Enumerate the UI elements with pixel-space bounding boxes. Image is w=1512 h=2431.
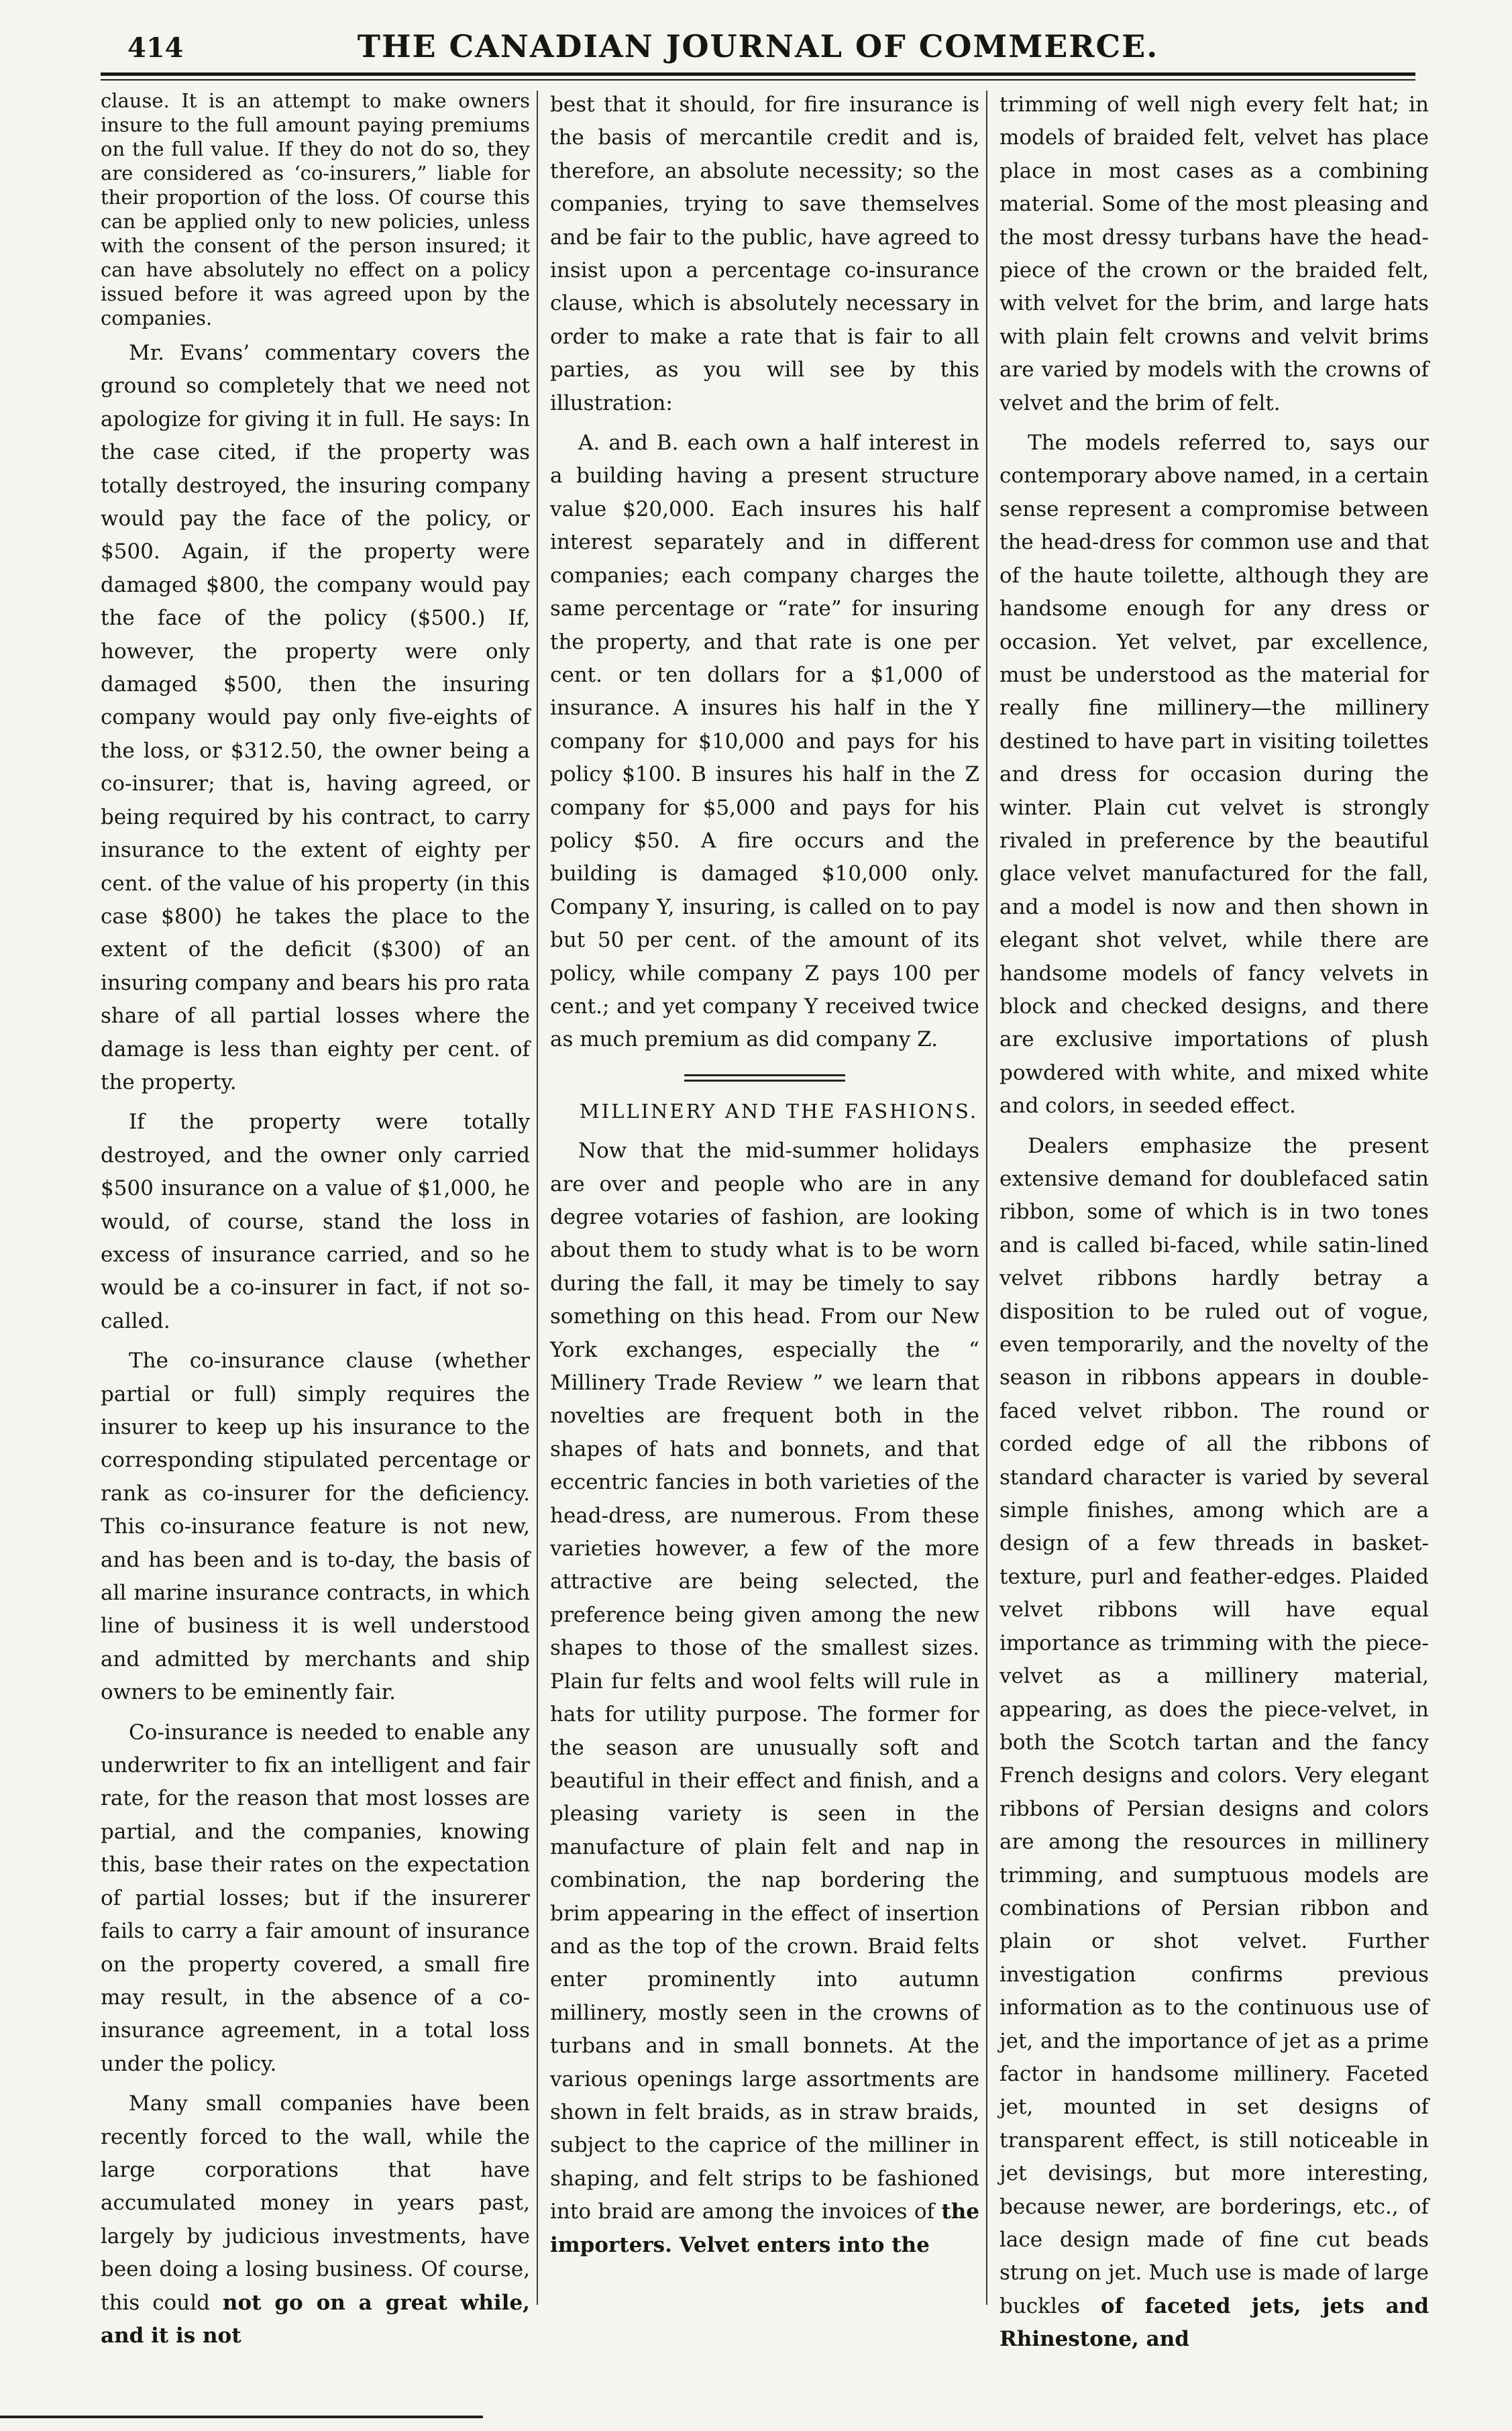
page-header [101,28,1415,75]
section-divider [684,1074,845,1082]
paragraph [550,1135,979,2262]
paragraph-text: Dealers emphasize the present extensive demand for doublefaced satin ribbon, some of which is in two tones and is called bi-faced, while satin-lined velvet ribbons hardly betray a disposition to be ruled out of vogue, even temporarily, and the novelty of the season in ribbons appears in double-faced velvet ribbon. The round or corded edge of all the ribbons of standard character is varied by several simple finishes, among which are a design of a few threads in basket-texture, purl and feather-edges. Plaided velvet ribbons will have equal importance as trimming with the piece-velvet as a millinery material, appearing, as does the piece-velvet, in both the Scotch tartan and the fancy French designs and colors. Very elegant ribbons of Persian designs and colors are among the resources in millinery trimming, and sumptuous models are combinations of Persian ribbon and plain or shot velvet. Further investigation confirms previous information as to the continuous use of jet, and the importance of jet as a prime factor in handsome millinery. Faceted jet, mounted in set designs of transparent effect, is still noticeable in jet devisings, but more interesting, because newer, are borderings, etc., of lace design made of fine cut beads strung on jet. Much use is made of large buckles [1000,1133,1429,2318]
paragraph-bold-text: not go on a great while, and it is not [101,2290,530,2348]
column-3 [1000,89,1429,2352]
header-rule-thin [101,79,1415,81]
paragraph: Co-insurance is needed to enable any underwriter to fix an intelligent and fair rate, for the reason that most losses are partial, and the companies, knowing this, base their rates on the expectation of partial losses; but if the insurerer fails to carry a fair amount of insurance on the property covered, a small fire may result, in the absence of a co-insurance agreement, in a total loss under the policy. [101,1720,530,2076]
column-divider [537,91,538,2305]
column-1 [101,89,531,2348]
header-rule [101,72,1415,76]
bottom-rule [0,2416,483,2418]
paragraph: The models referred to, says our contemporary above named, in a certain sense represent a compromise between the head-dress for common use and that of the haute toilette, although they are handsome enough for any dress or occasion. Yet velvet, par excellence, must be understood as the material for really fine millinery—the millinery destined to have part in visiting toilettes and dress for occasion during the winter. Plain cut velvet is strongly rivaled in preference by the beautiful glace velvet manufactured for the fall, and a model is now and then shown in elegant shot velvet, while there are handsome models of fancy velvets in block and checked designs, and there are exclusive importations of plush powdered with white, and mixed white and colors, in seeded effect. [1000,431,1429,1119]
paragraph: The co-insurance clause (whether partial or full) simply requires the insurer to keep up his insurance to the corresponding stipulated percentage or rank as co-insurer for the deficiency. This co-insurance feature is not new, and has been and is to-day, the basis of all marine insurance contracts, in which line of business it is well understood and admitted by merchants and ship owners to be eminently fair. [101,1349,530,1705]
paragraph-bold-text: of faceted jets, jets and Rhinestone, and [1000,2293,1429,2352]
section-title: MILLINERY AND THE FASHIONS. [579,1099,979,1123]
paragraph: trimming of well nigh every felt hat; in models of braided felt, velvet has place place in most cases as a combining material. Some of the most pleasing and the most dressy turbans have the head-piece of the crown or the braided felt, with velvet for the brim, and large hats with plain felt crowns and velvit brims are varied by models with the crowns of velvet and the brim of felt. [1000,93,1429,415]
page-number: 414 [127,32,184,64]
paragraph [1000,1130,1429,2357]
paragraph-text: Now that the mid-summer holidays are over and people who are in any degree votaries of fashion, are looking about them to study what is to be worn during the fall, it may be timely to say something on this head. From our New York exchanges, especially the “ Millinery Trade Review ” we learn that novelties are frequent both in the shapes of hats and bonnets, and that eccentric fancies in both varieties of the head-dress, are numerous. From these varieties however, a few of the more attractive are being selected, the preference being given among the new shapes to those of the smallest sizes. Plain fur felts and wool felts will rule in hats for utility purpose. The former for the season are unusually soft and beautiful in their effect and finish, and a pleasing variety is seen in the manufacture of plain felt and nap in combination, the nap bordering the brim appearing in the effect of insertion and as the top of the crown. Braid felts enter prominently into autumn millinery, mostly seen in the crowns of turbans and in small bonnets. At the various openings large assortments are shown in felt braids, as in straw braids, subject to the caprice of the milliner in shaping, and felt strips to be fashioned into braid are among the invoices of [550,1139,979,2224]
column-2 [550,89,979,2303]
column-divider [986,91,987,2305]
paragraph: A. and B. each own a half interest in a building having a present structure value $20,000. Each insures his half interest separately and in different companies; each company charges the same percentage or “rate” for insuring the property, and that rate is one per cent. or ten dollars for a $1,000 of insurance. A insures his half in the Y company for $10,000 and pays for his policy $100. B insures his half in the Z company for $5,000 and pays for his policy $50. A fire occurs and the building is damaged $10,000 only. Company Y, insuring, is called on to pay but 50 per cent. of the amount of its policy, while company Z pays 100 per cent.; and yet company Y received twice as much premium as did company Z. [550,431,979,1052]
paragraph-bold-text: the importers. Velvet enters into the [550,2200,979,2257]
paragraph: Mr. Evans’ commentary covers the ground so completely that we need not apologize for giving it in full. He says: In the case cited, if the property was totally destroyed, the insuring company would pay the face of the policy, or $500. Again, if the property were damaged $800, the company would pay the face of the policy ($500.) If, however, the property were only damaged $500, then the insuring company would pay only five-eights of the loss, or $312.50, the owner being a co-insurer; that is, having agreed, or being required by his contract, to carry insurance to the extent of eighty per cent. of the value of his property (in this case $800) he takes the place to the extent of the deficit ($300) of an insuring company and bears his pro rata share of all partial losses where the damage is less than eighty per cent. of the property. [101,341,531,1094]
paragraph: clause. It is an attempt to make owners insure to the full amount paying premiums on the full value. If they do not do so, they are considered as ‘co-insurers,” liable for their proportion of the loss. Of course this can be applied only to new policies, unless with the consent of the person insured; it can have absolutely no effect on a policy issued before it was agreed upon by the companies. [101,89,530,329]
paragraph: If the property were totally destroyed, and the owner only carried $500 insurance on a value of $1,000, he would, of course, stand the loss in excess of insurance carried, and so he would be a co-insurer in fact, if not so-called. [101,1110,530,1333]
journal-title: THE CANADIAN JOURNAL OF COMMERCE. [357,28,1159,64]
paragraph: best that it should, for fire insurance is the basis of mercantile credit and is, therefore, an absolute necessity; so the companies, trying to save themselves and be fair to the public, have agreed to insist upon a percentage co-insurance clause, which is absolutely necessary in order to make a rate that is fair to all parties, as you will see by this illustration: [550,93,979,415]
paragraph-text: Many small companies have been recently forced to the wall, while the large corporations that have accumulated money in years past, largely by judicious investments, have been doing a losing business. Of course, this could [101,2091,530,2315]
paragraph [101,2087,530,2352]
